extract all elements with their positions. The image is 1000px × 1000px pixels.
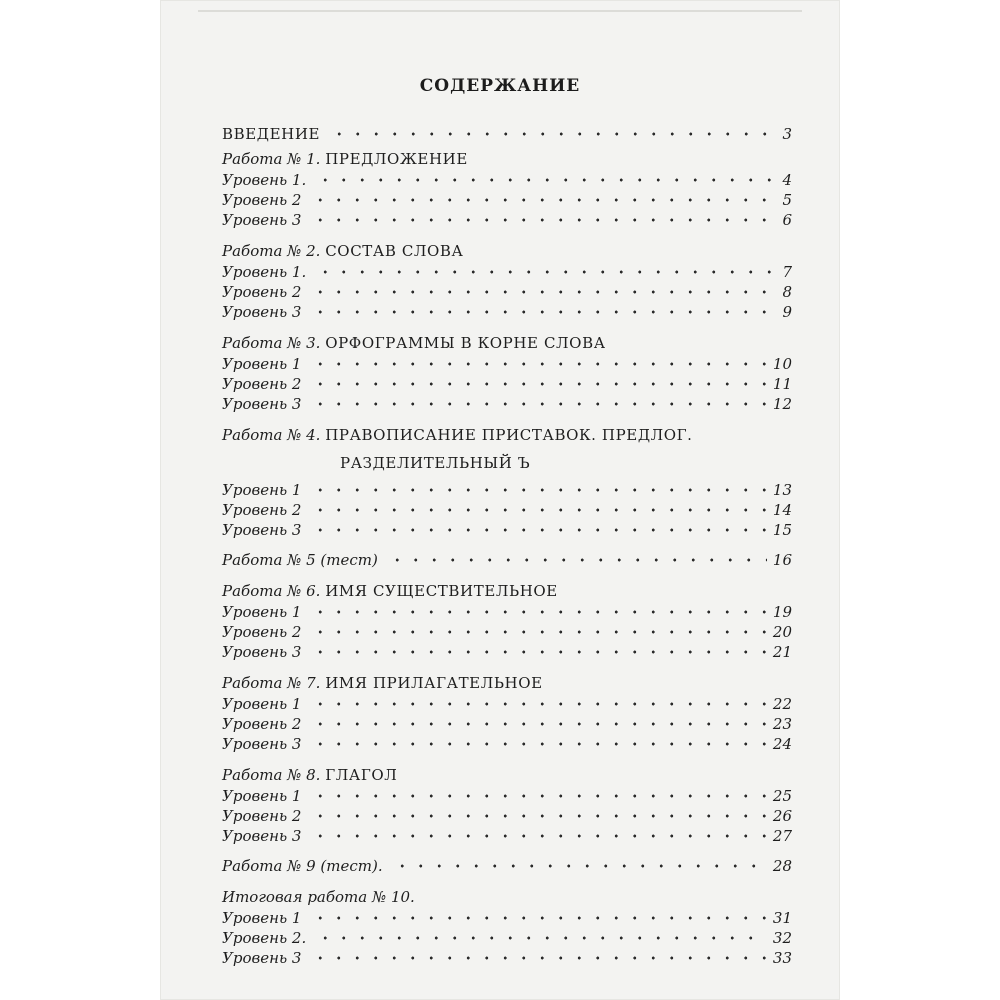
section-prefix: Итоговая работа № 10. — [222, 888, 415, 906]
toc-section-work-2 — [222, 240, 792, 322]
toc-entry — [222, 374, 792, 394]
toc-label: Уровень 2 — [222, 283, 302, 301]
toc-page-number: 6 — [782, 211, 792, 229]
dot-leader — [312, 935, 767, 941]
toc-label: Работа № 5 (тест) — [222, 551, 378, 569]
toc-section-work-9 — [222, 856, 792, 876]
toc-entry — [222, 500, 792, 520]
toc-page-number: 12 — [772, 395, 792, 413]
toc-entry — [222, 282, 792, 302]
toc-label: ВВЕДЕНИЕ — [222, 125, 321, 143]
toc-label: Уровень 3 — [222, 303, 302, 321]
toc-page-number: 31 — [772, 909, 792, 927]
toc-entry — [222, 210, 792, 230]
toc-label: Уровень 1 — [222, 695, 302, 713]
toc-entry — [222, 786, 792, 806]
dot-leader — [307, 701, 766, 707]
section-title: ИМЯ ПРИЛАГАТЕЛЬНОЕ — [325, 674, 543, 692]
section-prefix: Работа № 4. — [222, 426, 321, 444]
page-title: СОДЕРЖАНИЕ — [419, 76, 581, 96]
toc-entry — [222, 908, 792, 928]
toc-page-number: 25 — [772, 787, 792, 805]
section-title: ПРЕДЛОЖЕНИЕ — [325, 150, 468, 168]
toc-page-number: 21 — [772, 643, 792, 661]
toc-entry-intro — [222, 124, 792, 144]
toc-page-number: 23 — [772, 715, 792, 733]
toc-label: Уровень 1 — [222, 481, 302, 499]
toc-page-number: 13 — [772, 481, 792, 499]
section-prefix: Работа № 1. — [222, 150, 321, 168]
section-prefix: Работа № 8. — [222, 766, 321, 784]
dot-leader — [312, 269, 776, 275]
toc-entry — [222, 394, 792, 414]
dot-leader — [307, 217, 776, 223]
toc-section-heading — [222, 240, 792, 262]
toc-entry — [222, 734, 792, 754]
toc-entry — [222, 714, 792, 734]
toc-label: Уровень 3 — [222, 521, 302, 539]
table-of-contents — [222, 124, 792, 968]
toc-section-work-10 — [222, 886, 792, 968]
toc-page-number: 4 — [782, 171, 792, 189]
toc-section-heading — [222, 148, 792, 170]
toc-page-number: 16 — [772, 551, 792, 569]
toc-entry — [222, 520, 792, 540]
dot-leader — [307, 649, 766, 655]
toc-section-work-8 — [222, 764, 792, 846]
toc-page-number: 33 — [772, 949, 792, 967]
toc-label: Уровень 1. — [222, 263, 307, 281]
toc-entry — [222, 622, 792, 642]
toc-entry — [222, 302, 792, 322]
section-prefix: Работа № 3. — [222, 334, 321, 352]
toc-entry — [222, 694, 792, 714]
toc-entry — [222, 928, 792, 948]
toc-section-work-1 — [222, 148, 792, 230]
toc-page-number: 15 — [772, 521, 792, 539]
toc-entry — [222, 190, 792, 210]
toc-section-heading — [222, 672, 792, 694]
section-title: СОСТАВ СЛОВА — [325, 242, 464, 260]
dot-leader — [307, 361, 766, 367]
toc-page-number: 10 — [772, 355, 792, 373]
toc-label: Уровень 3 — [222, 949, 302, 967]
toc-page-number: 22 — [772, 695, 792, 713]
toc-label: Уровень 2 — [222, 715, 302, 733]
toc-page-number: 28 — [772, 857, 792, 875]
dot-leader — [384, 557, 767, 563]
toc-entry — [222, 550, 792, 570]
toc-label: Уровень 2 — [222, 623, 302, 641]
section-prefix: Работа № 2. — [222, 242, 321, 260]
toc-label: Уровень 3 — [222, 395, 302, 413]
bleed-through-rule — [198, 10, 802, 12]
dot-leader — [307, 793, 766, 799]
toc-section-work-3 — [222, 332, 792, 414]
dot-leader — [307, 915, 766, 921]
toc-page-number: 8 — [782, 283, 792, 301]
toc-section-heading — [222, 886, 792, 908]
dot-leader — [307, 629, 766, 635]
dot-leader — [307, 197, 776, 203]
dot-leader — [326, 131, 776, 137]
toc-section-work-5 — [222, 550, 792, 570]
toc-section-heading — [222, 332, 792, 354]
toc-entry — [222, 170, 792, 190]
toc-page-number: 20 — [772, 623, 792, 641]
toc-page-number: 14 — [772, 501, 792, 519]
toc-page-number: 32 — [772, 929, 792, 947]
dot-leader — [307, 813, 766, 819]
toc-entry — [222, 480, 792, 500]
toc-entry — [222, 354, 792, 374]
dot-leader — [307, 833, 766, 839]
toc-label: Уровень 3 — [222, 643, 302, 661]
section-title: ГЛАГОЛ — [325, 766, 398, 784]
toc-section-work-4 — [222, 424, 792, 540]
toc-label: Уровень 3 — [222, 735, 302, 753]
dot-leader — [307, 401, 766, 407]
toc-page-number: 7 — [782, 263, 792, 281]
toc-page-number: 9 — [782, 303, 792, 321]
dot-leader — [307, 721, 766, 727]
dot-leader — [307, 507, 766, 513]
toc-entry — [222, 642, 792, 662]
section-title: ПРАВОПИСАНИЕ ПРИСТАВОК. ПРЕДЛОГ. — [325, 426, 693, 444]
toc-label: Уровень 2 — [222, 191, 302, 209]
toc-section-heading — [222, 424, 792, 446]
toc-page-number: 26 — [772, 807, 792, 825]
toc-page-number: 11 — [772, 375, 792, 393]
toc-label: Уровень 2 — [222, 807, 302, 825]
dot-leader — [307, 527, 766, 533]
dot-leader — [389, 863, 767, 869]
toc-entry — [222, 806, 792, 826]
section-prefix: Работа № 7. — [222, 674, 321, 692]
toc-label: Уровень 1. — [222, 171, 307, 189]
toc-entry — [222, 262, 792, 282]
toc-label: Уровень 1 — [222, 909, 302, 927]
dot-leader — [307, 609, 766, 615]
dot-leader — [307, 741, 766, 747]
section-prefix: Работа № 6. — [222, 582, 321, 600]
toc-label: Уровень 1 — [222, 355, 302, 373]
toc-page-number: 19 — [772, 603, 792, 621]
toc-label: Работа № 9 (тест). — [222, 857, 383, 875]
toc-page-number: 27 — [772, 827, 792, 845]
toc-label: Уровень 2. — [222, 929, 307, 947]
toc-page-number: 24 — [772, 735, 792, 753]
toc-label: Уровень 2 — [222, 501, 302, 519]
dot-leader — [307, 289, 776, 295]
toc-label: Уровень 2 — [222, 375, 302, 393]
dot-leader — [307, 955, 766, 961]
toc-entry — [222, 856, 792, 876]
dot-leader — [307, 381, 766, 387]
toc-label: Уровень 3 — [222, 211, 302, 229]
section-title: ИМЯ СУЩЕСТВИТЕЛЬНОЕ — [325, 582, 558, 600]
toc-label: Уровень 1 — [222, 603, 302, 621]
toc-section-heading — [222, 764, 792, 786]
toc-entry — [222, 602, 792, 622]
dot-leader — [307, 487, 766, 493]
toc-label: Уровень 1 — [222, 787, 302, 805]
toc-page-number: 3 — [782, 125, 792, 143]
section-title: ОРФОГРАММЫ В КОРНЕ СЛОВА — [325, 334, 606, 352]
toc-label: Уровень 3 — [222, 827, 302, 845]
toc-entry — [222, 826, 792, 846]
dot-leader — [307, 309, 776, 315]
toc-entry — [222, 948, 792, 968]
section-title-continuation: РАЗДЕЛИТЕЛЬНЫЙ Ъ — [340, 454, 531, 472]
dot-leader — [312, 177, 776, 183]
toc-page-number: 5 — [782, 191, 792, 209]
toc-section-work-7 — [222, 672, 792, 754]
toc-section-work-6 — [222, 580, 792, 662]
document-page — [160, 0, 840, 1000]
toc-section-heading — [222, 580, 792, 602]
